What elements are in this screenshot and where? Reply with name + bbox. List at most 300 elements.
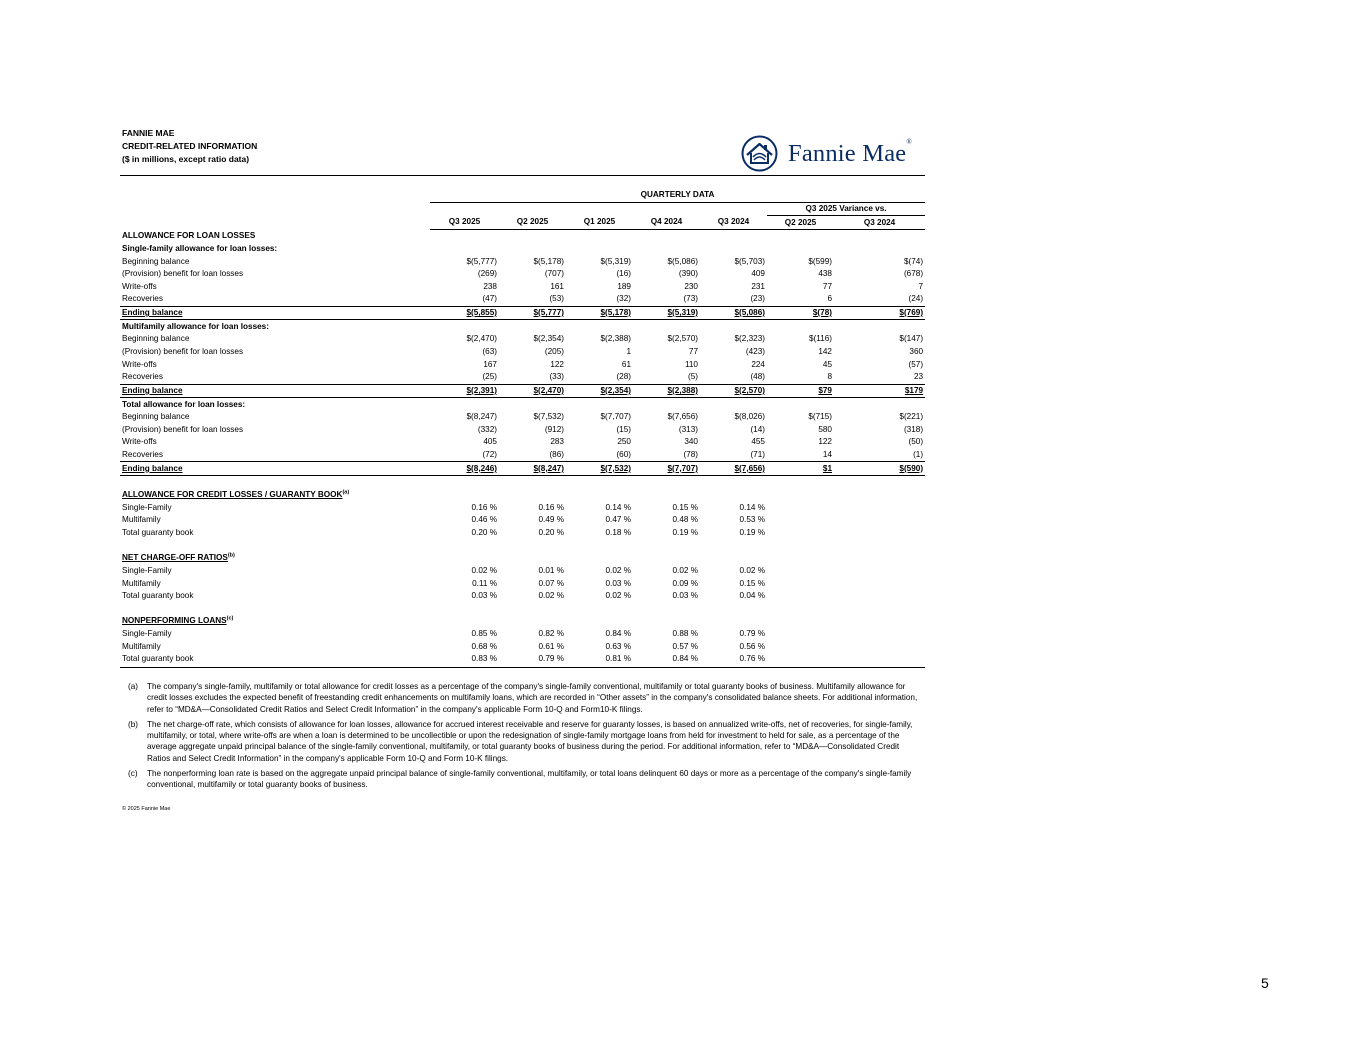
value-cell: $(599) [808, 256, 832, 266]
value-cell: 0.01 % [538, 565, 564, 575]
empty-cell [499, 603, 566, 616]
value-cell: 0.15 % [672, 502, 698, 512]
value-cell: 45 [822, 359, 832, 369]
row-label: Single-Family [122, 565, 172, 575]
empty-cell [633, 202, 700, 216]
empty-cell [767, 603, 834, 616]
row-label: Beginning balance [122, 412, 190, 422]
value-cell: 110 [684, 359, 698, 369]
empty-cell [700, 243, 767, 256]
value-cell: (32) [566, 293, 633, 306]
value-cell: (50) [908, 437, 924, 447]
value-cell: 455 [751, 437, 765, 447]
empty-cell [633, 552, 700, 565]
empty-cell [499, 320, 566, 333]
value-cell: 77 [688, 347, 698, 356]
value-cell: 0.85 % [471, 629, 497, 639]
value-cell: $1 [767, 462, 834, 476]
value-cell: $(74) [903, 256, 924, 266]
ratio-section-title [120, 615, 430, 628]
table-row [120, 255, 925, 268]
empty-cell [700, 398, 767, 411]
footnote-text: The company's single-family, multifamily or total allowance for credit losses as a percentage of the company's single-family conventional, multifamily or total guaranty books of business. Multifamily allowance for credit losses excludes the expected benefit of freestanding credit enhancements on multifamily loans, which are recorded in “Other assets” in the company's consolidated balance sheets. For additional information, refer to “MD&A—Consolidated Credit Ratios and Select Credit Information” in the company's applicable Form 10-Q and Form10-K filings. [147, 682, 918, 714]
empty-cell [120, 476, 430, 489]
empty-cell [834, 320, 925, 333]
empty-cell [834, 489, 925, 502]
row-label: Single-Family [122, 502, 172, 512]
value-cell: 0.79 % [739, 629, 765, 639]
value-cell: (78) [633, 449, 700, 462]
value-cell: $(2,354) [566, 384, 633, 398]
value-cell: 360 [909, 347, 924, 356]
value-cell: (205) [544, 347, 564, 356]
value-cell: (318) [903, 424, 924, 434]
empty-cell [834, 603, 925, 616]
empty-cell [566, 243, 633, 256]
value-cell: 77 [822, 281, 832, 291]
value-cell: (14) [750, 424, 765, 434]
empty-cell [834, 640, 925, 653]
value-cell: 0.68 % [471, 641, 497, 651]
value-cell: 0.02 % [739, 565, 765, 575]
company-name: FANNIE MAE [122, 128, 175, 138]
empty-cell [120, 202, 430, 216]
ratio-title-text: NONPERFORMING LOANS [122, 616, 227, 626]
value-cell: $(7,707) [633, 462, 700, 476]
value-cell: 0.19 % [739, 527, 765, 537]
value-cell: $79 [767, 384, 834, 398]
value-cell: 0.16 % [471, 502, 497, 512]
empty-cell [767, 527, 834, 540]
footnote-text: The net charge-off rate, which consists of allowance for loan losses, allowance for accrued interest receivable and reserve for guaranty losses, is based on annualized write-offs, net of recoveries, for single-family, multifamily, or total, where write-offs are when a loan is determined to be uncollectible or upon the redesignation of single-family mortgage loans from held for investment to held for sale, as a percentage of the average aggregate unpaid principal balance of the single-family conventional, multifamily, or total guaranty books of business during the period. For additional information, refer to “MD&A—Consolidated Credit Ratios and Select Credit Information” in the company's applicable Form 10-Q and Form 10-K filings. [147, 719, 913, 763]
empty-cell [566, 539, 633, 552]
value-cell: $(5,777) [499, 306, 566, 320]
value-cell: 0.83 % [471, 654, 497, 664]
value-cell: 0.02 % [605, 591, 631, 601]
column-header: Q3 2024 [700, 216, 767, 230]
empty-cell [430, 202, 499, 216]
empty-cell [834, 527, 925, 540]
value-cell: 7 [918, 281, 924, 291]
group-title-row [120, 398, 925, 411]
empty-cell [120, 603, 430, 616]
value-cell: 0.61 % [538, 641, 564, 651]
row-label: Multifamily [122, 641, 161, 651]
value-cell: 142 [818, 347, 832, 356]
ratio-section-title-row [120, 489, 925, 502]
value-cell: $(2,354) [533, 334, 564, 344]
value-cell: $(7,656) [667, 412, 698, 422]
empty-cell [700, 539, 767, 552]
row-label: (Provision) benefit for loan losses [122, 269, 244, 279]
footnote-ref: (c) [226, 615, 234, 622]
value-cell: $(8,247) [499, 462, 566, 476]
value-cell: 0.48 % [672, 515, 698, 525]
empty-cell [767, 653, 834, 666]
value-cell: (23) [700, 293, 767, 306]
value-cell: (73) [633, 293, 700, 306]
ratio-row [120, 577, 925, 590]
table-row [120, 333, 925, 346]
footnote-key: (b) [128, 719, 139, 729]
empty-cell [633, 539, 700, 552]
value-cell: $(2,391) [430, 384, 499, 398]
empty-cell [700, 552, 767, 565]
row-label: Recoveries [120, 371, 430, 384]
empty-cell [834, 514, 925, 527]
variance-title: Q3 2025 Variance vs. [767, 202, 925, 216]
empty-cell [633, 615, 700, 628]
ratio-row [120, 590, 925, 603]
value-cell: (5) [633, 371, 700, 384]
value-cell: 0.49 % [538, 515, 564, 525]
logo-wordmark: Fannie Mae® [788, 137, 912, 167]
value-cell: (48) [700, 371, 767, 384]
header-row-columns [120, 216, 925, 230]
empty-cell [633, 320, 700, 333]
empty-cell [767, 501, 834, 514]
value-cell: $(2,388) [633, 384, 700, 398]
empty-cell [767, 476, 834, 489]
table-row [120, 280, 925, 293]
footnote-ref: (b) [227, 552, 235, 559]
value-cell: 409 [751, 269, 765, 279]
value-cell: 283 [550, 437, 564, 447]
value-cell: $(5,319) [633, 306, 700, 320]
column-header: Q3 2024 [834, 216, 925, 230]
value-cell: 161 [550, 281, 564, 291]
value-cell: 61 [621, 359, 631, 369]
ratio-section-title [120, 552, 430, 565]
row-label: Single-Family [122, 629, 172, 639]
row-label: (Provision) benefit for loan losses [122, 424, 244, 434]
empty-cell [499, 243, 566, 256]
header-row-variance [120, 202, 925, 216]
ratio-title-text: NET CHARGE-OFF RATIOS [122, 553, 228, 563]
ending-balance-row [120, 384, 925, 398]
empty-cell [767, 539, 834, 552]
empty-cell [767, 615, 834, 628]
value-cell: $(8,247) [466, 412, 497, 422]
value-cell: 0.02 % [471, 565, 497, 575]
footnote-ref: (a) [342, 489, 350, 496]
value-cell: 14 [767, 449, 834, 462]
value-cell: 0.82 % [538, 629, 564, 639]
value-cell: $(78) [767, 306, 834, 320]
empty-cell [767, 320, 834, 333]
group-title: Single-family allowance for loan losses: [122, 243, 278, 253]
value-cell: $(2,388) [600, 334, 631, 344]
empty-cell [767, 398, 834, 411]
ratio-row [120, 628, 925, 641]
footnotes [128, 681, 923, 795]
value-cell: 405 [483, 437, 497, 447]
table-row [120, 346, 925, 359]
value-cell: $(5,086) [667, 256, 698, 266]
ratio-section-title [120, 489, 430, 502]
empty-cell [566, 398, 633, 411]
value-cell: 0.09 % [672, 578, 698, 588]
value-cell: $(2,323) [734, 334, 765, 344]
footnote-key: (c) [128, 769, 138, 779]
empty-cell [767, 552, 834, 565]
value-cell: 231 [751, 281, 765, 291]
value-cell: 8 [767, 371, 834, 384]
row-label: (Provision) benefit for loan losses [122, 347, 244, 356]
value-cell: 0.11 % [472, 578, 497, 588]
value-cell: $(7,532) [566, 462, 633, 476]
value-cell: 0.02 % [672, 565, 698, 575]
ratio-row [120, 527, 925, 540]
ratio-row [120, 653, 925, 666]
page-header [122, 127, 257, 166]
empty-cell [499, 202, 566, 216]
value-cell: $(2,470) [466, 334, 497, 344]
value-cell: 0.04 % [739, 591, 765, 601]
empty-cell [499, 615, 566, 628]
value-cell: $(5,777) [466, 256, 497, 266]
value-cell: $(7,656) [700, 462, 767, 476]
empty-cell [566, 202, 633, 216]
value-cell: (60) [566, 449, 633, 462]
empty-cell [700, 229, 767, 242]
value-cell: (25) [430, 371, 499, 384]
value-cell: 0.20 % [471, 527, 497, 537]
empty-cell [767, 565, 834, 578]
row-label: Ending balance [120, 306, 430, 320]
value-cell: 0.14 % [605, 502, 631, 512]
report-title: CREDIT-RELATED INFORMATION [122, 141, 258, 151]
empty-cell [430, 615, 499, 628]
empty-cell [566, 552, 633, 565]
table-row [120, 411, 925, 424]
credit-table [120, 189, 925, 666]
section-row [120, 229, 925, 242]
value-cell: 0.18 % [605, 527, 631, 537]
value-cell: $(769) [834, 306, 925, 320]
value-cell: 0.63 % [605, 641, 631, 651]
empty-cell [430, 552, 499, 565]
row-label: Write-offs [122, 281, 157, 291]
empty-cell [834, 653, 925, 666]
value-cell: 0.84 % [605, 629, 631, 639]
value-cell: $(5,086) [700, 306, 767, 320]
empty-cell [767, 514, 834, 527]
empty-cell [566, 476, 633, 489]
value-cell: (72) [430, 449, 499, 462]
header-rule [120, 175, 925, 176]
value-cell: 0.20 % [538, 527, 564, 537]
value-cell: 0.19 % [672, 527, 698, 537]
empty-cell [633, 476, 700, 489]
value-cell: 167 [483, 359, 497, 369]
empty-cell [700, 476, 767, 489]
empty-cell [767, 243, 834, 256]
empty-cell [499, 539, 566, 552]
spacer-row [120, 476, 925, 489]
empty-cell [700, 320, 767, 333]
empty-cell [834, 615, 925, 628]
empty-cell [633, 398, 700, 411]
empty-cell [499, 476, 566, 489]
empty-cell [700, 202, 767, 216]
value-cell: 122 [818, 437, 832, 447]
value-cell: $(2,570) [667, 334, 698, 344]
value-cell: 1 [626, 347, 631, 356]
empty-cell [566, 603, 633, 616]
value-cell: (423) [745, 347, 765, 356]
value-cell: $(715) [808, 412, 832, 422]
empty-cell [566, 615, 633, 628]
row-label: Total guaranty book [122, 591, 194, 601]
empty-cell [430, 229, 499, 242]
ratio-section-title-row [120, 615, 925, 628]
row-label: Recoveries [120, 293, 430, 306]
empty-cell [499, 489, 566, 502]
empty-cell [767, 229, 834, 242]
table-row [120, 371, 925, 384]
empty-cell [633, 243, 700, 256]
column-header: Q1 2025 [566, 216, 633, 230]
value-cell: (86) [499, 449, 566, 462]
ratio-row [120, 514, 925, 527]
value-cell: (71) [700, 449, 767, 462]
value-cell: 23 [834, 371, 925, 384]
value-cell: $(5,319) [600, 256, 631, 266]
value-cell: (16) [616, 269, 631, 279]
value-cell: $(7,707) [600, 412, 631, 422]
value-cell: (15) [616, 424, 631, 434]
value-cell: 340 [684, 437, 698, 447]
row-label: Beginning balance [122, 334, 190, 344]
value-cell: (24) [834, 293, 925, 306]
column-header: Q4 2024 [633, 216, 700, 230]
value-cell: 0.03 % [471, 591, 497, 601]
fannie-mae-logo [741, 135, 912, 172]
table-row [120, 293, 925, 306]
value-cell: $(5,178) [566, 306, 633, 320]
value-cell: $(2,470) [499, 384, 566, 398]
value-cell: $(147) [899, 334, 924, 344]
empty-cell [834, 552, 925, 565]
footnote-key: (a) [128, 682, 139, 691]
empty-cell [834, 243, 925, 256]
empty-cell [120, 539, 430, 552]
table-bottom-rule [120, 667, 925, 668]
value-cell: 0.88 % [672, 629, 698, 639]
value-cell: $(590) [834, 462, 925, 476]
value-cell: 0.15 % [739, 578, 765, 588]
value-cell: $179 [834, 384, 925, 398]
row-label: Total guaranty book [122, 654, 194, 664]
value-cell: 0.03 % [672, 591, 698, 601]
value-cell: (269) [477, 269, 497, 279]
footnote [128, 681, 923, 715]
value-cell: $(221) [899, 412, 924, 422]
page-number: 5 [1261, 975, 1269, 991]
value-cell: 250 [617, 437, 631, 447]
table-row [120, 424, 925, 437]
value-cell: $(5,178) [533, 256, 564, 266]
row-label: Multifamily [122, 578, 161, 588]
row-label: Ending balance [120, 384, 430, 398]
empty-cell [767, 628, 834, 641]
empty-cell [566, 229, 633, 242]
value-cell: (678) [903, 269, 924, 279]
value-cell: 0.81 % [605, 654, 631, 664]
value-cell: $(7,532) [533, 412, 564, 422]
empty-cell [767, 489, 834, 502]
ratio-row [120, 501, 925, 514]
value-cell: $(5,855) [430, 306, 499, 320]
value-cell: 580 [818, 424, 832, 434]
ratio-row [120, 565, 925, 578]
empty-cell [499, 552, 566, 565]
value-cell: (313) [678, 424, 698, 434]
value-cell: 230 [684, 281, 698, 291]
value-cell: 0.14 % [739, 502, 765, 512]
value-cell: 0.16 % [538, 502, 564, 512]
value-cell: (912) [544, 424, 564, 434]
row-label: Write-offs [122, 359, 157, 369]
column-header: Q2 2025 [499, 216, 566, 230]
value-cell: (707) [544, 269, 564, 279]
report-subtitle: ($ in millions, except ratio data) [122, 154, 250, 164]
value-cell: 0.84 % [672, 654, 698, 664]
value-cell: 0.53 % [739, 515, 765, 525]
empty-cell [834, 398, 925, 411]
value-cell: (63) [482, 347, 497, 356]
footnote [128, 719, 923, 764]
value-cell: 0.02 % [605, 565, 631, 575]
empty-cell [700, 615, 767, 628]
row-label: Recoveries [120, 449, 430, 462]
group-title: Total allowance for loan losses: [122, 399, 246, 409]
empty-cell [566, 320, 633, 333]
empty-cell [120, 216, 430, 230]
value-cell: 438 [818, 269, 832, 279]
ratio-row [120, 640, 925, 653]
value-cell: 224 [751, 359, 765, 369]
value-cell: $(8,026) [734, 412, 765, 422]
column-header: Q2 2025 [767, 216, 834, 230]
empty-cell [566, 489, 633, 502]
empty-cell [430, 243, 499, 256]
quarterly-data-title: QUARTERLY DATA [430, 189, 925, 202]
ending-balance-row [120, 462, 925, 476]
empty-cell [430, 476, 499, 489]
value-cell: $(2,570) [700, 384, 767, 398]
table-row [120, 436, 925, 449]
empty-cell [120, 189, 430, 202]
empty-cell [633, 603, 700, 616]
row-label: Ending balance [120, 462, 430, 476]
house-circle-icon [741, 135, 778, 172]
value-cell: (1) [834, 449, 925, 462]
footnote [128, 768, 923, 791]
section-title: ALLOWANCE FOR LOAN LOSSES [122, 230, 256, 240]
footnote-text: The nonperforming loan rate is based on the aggregate unpaid principal balance of single-family conventional, multifamily, or total loans delinquent 60 days or more as a percentage of the company's single-family conventional, multifamily or total guaranty books of business. [147, 769, 912, 790]
spacer-row [120, 539, 925, 552]
empty-cell [834, 565, 925, 578]
table-row [120, 358, 925, 371]
table-row [120, 268, 925, 281]
spacer-row [120, 603, 925, 616]
table-row [120, 449, 925, 462]
row-label: Write-offs [122, 437, 157, 447]
header-row-quarterly [120, 189, 925, 202]
value-cell: 238 [483, 281, 497, 291]
